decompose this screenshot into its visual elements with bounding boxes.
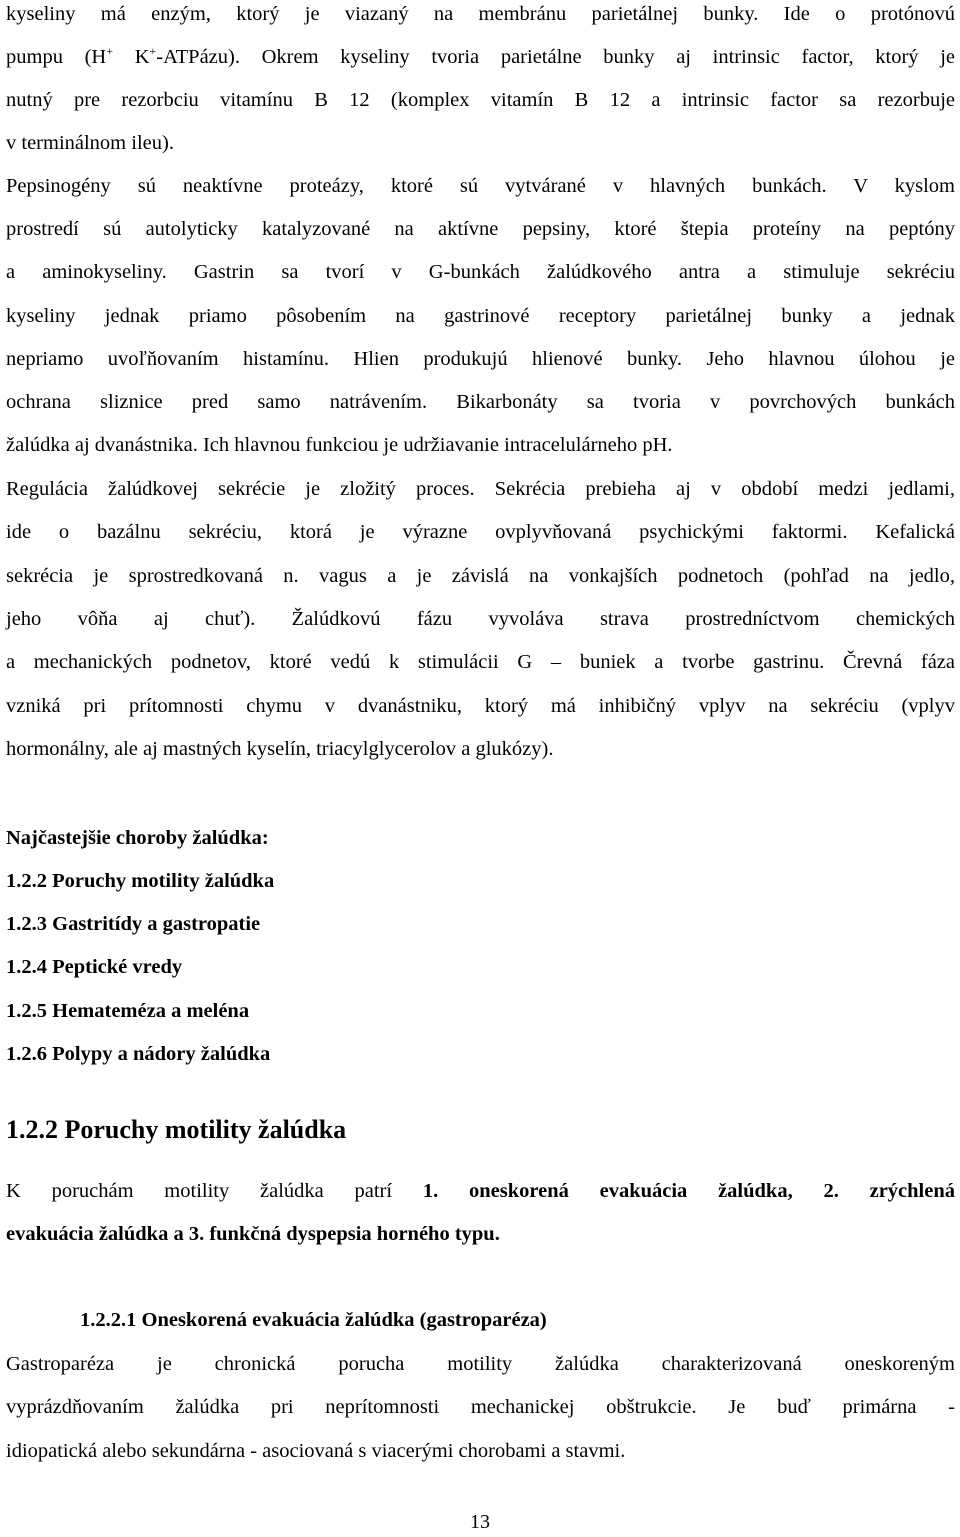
paragraph-2-line-1: Pepsinogény sú neaktívne proteázy, ktoré sú vytvárané v hlavných bunkách. V kyslom bbox=[6, 175, 955, 197]
bold-text-fragment: 1. oneskorená evakuácia žalúdka, 2. zrýchlená bbox=[422, 1180, 955, 1202]
paragraph-2-line-5: nepriamo uvoľňovaním histamínu. Hlien produkujú hlienové bunky. Jeho hlavnou úlohou je bbox=[6, 348, 955, 370]
diseases-title: Najčastejšie choroby žalúdka: bbox=[6, 827, 269, 849]
paragraph-1-line-2 bbox=[6, 43, 955, 71]
superscript: + bbox=[149, 44, 157, 58]
section-heading: 1.2.2 Poruchy motility žalúdka bbox=[6, 1115, 347, 1144]
disease-list-item: 1.2.6 Polypy a nádory žalúdka bbox=[6, 1043, 271, 1065]
paragraph-3-line-6: vzniká pri prítomnosti chymu v dvanástniku, ktorý má inhibičný vplyv na sekréciu (vplyv bbox=[6, 695, 955, 717]
subsection-heading: 1.2.2.1 Oneskorená evakuácia žalúdka (gastroparéza) bbox=[80, 1309, 547, 1331]
section-line-2: evakuácia žalúdka a 3. funkčná dyspepsia horného typu. bbox=[6, 1223, 500, 1245]
paragraph-1-line-3: nutný pre rezorbciu vitamínu B 12 (komplex vitamín B 12 a intrinsic factor sa rezorbuje bbox=[6, 89, 955, 111]
page-number: 13 bbox=[470, 1511, 490, 1533]
paragraph-2-line-6: ochrana sliznice pred samo natrávením. Bikarbonáty sa tvoria v povrchových bunkách bbox=[6, 391, 955, 413]
paragraph-3-line-4: jeho vôňa aj chuť). Žalúdkovú fázu vyvoláva strava prostredníctvom chemických bbox=[6, 608, 955, 630]
disease-list-item: 1.2.2 Poruchy motility žalúdka bbox=[6, 870, 275, 892]
disease-list-item: 1.2.3 Gastritídy a gastropatie bbox=[6, 913, 261, 935]
paragraph-1-line-4: v terminálnom ileu). bbox=[6, 132, 174, 154]
paragraph-1-line-1: kyseliny má enzým, ktorý je viazaný na membránu parietálnej bunky. Ide o protónovú bbox=[6, 3, 955, 25]
subsection-line-2: vyprázdňovaním žalúdka pri neprítomnosti mechanickej obštrukcie. Je buď primárna - bbox=[6, 1396, 955, 1418]
text-fragment: K poruchám motility žalúdka patrí bbox=[6, 1180, 423, 1202]
paragraph-3-line-5: a mechanických podnetov, ktoré vedú k stimulácii G – buniek a tvorbe gastrinu. Črevná fáza bbox=[6, 651, 955, 673]
paragraph-2-line-2: prostredí sú autolyticky katalyzované na aktívne pepsiny, ktoré štepia proteíny na peptóny bbox=[6, 218, 955, 240]
text-fragment: -ATPázu). Okrem kyseliny tvoria parietálne bunky aj intrinsic factor, ktorý je bbox=[156, 46, 955, 68]
subsection-line-3: idiopatická alebo sekundárna - asociovaná s viacerými chorobami a stavmi. bbox=[6, 1440, 626, 1462]
paragraph-3-line-7: hormonálny, ale aj mastných kyselín, triacylglycerolov a glukózy). bbox=[6, 738, 554, 760]
disease-list-item: 1.2.4 Peptické vredy bbox=[6, 956, 183, 978]
paragraph-3-line-1: Regulácia žalúdkovej sekrécie je zložitý proces. Sekrécia prebieha aj v období medzi jedlami, bbox=[6, 478, 955, 500]
superscript: + bbox=[106, 44, 114, 58]
paragraph-2-line-7: žalúdka aj dvanástnika. Ich hlavnou funkciou je udržiavanie intracelulárneho pH. bbox=[6, 434, 673, 456]
text-fragment: pumpu (H bbox=[6, 46, 107, 68]
paragraph-2-line-3: a aminokyseliny. Gastrin sa tvorí v G-bunkách žalúdkového antra a stimuluje sekréciu bbox=[6, 261, 955, 283]
text-fragment: K bbox=[113, 46, 150, 68]
paragraph-2-line-4: kyseliny jednak priamo pôsobením na gastrinové receptory parietálnej bunky a jednak bbox=[6, 305, 955, 327]
disease-list-item: 1.2.5 Hematemézа a meléna bbox=[6, 1000, 250, 1022]
paragraph-3-line-2: ide o bazálnu sekréciu, ktorá je výrazne ovplyvňovaná psychickými faktormi. Kefalická bbox=[6, 521, 955, 543]
section-line-1 bbox=[6, 1177, 955, 1205]
paragraph-3-line-3: sekrécia je sprostredkovaná n. vagus a je závislá na vonkajších podnetoch (pohľad na jedlo, bbox=[6, 565, 955, 587]
subsection-line-1: Gastroparéza je chronická porucha motility žalúdka charakterizovaná oneskoreným bbox=[6, 1353, 955, 1375]
